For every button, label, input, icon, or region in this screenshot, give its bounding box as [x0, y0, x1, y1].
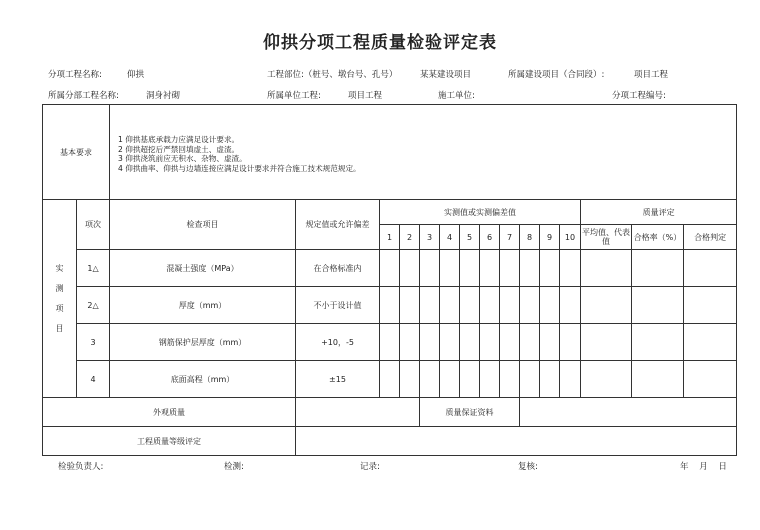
- inspection-side-label: [43, 200, 77, 398]
- col-quality-header: 质量评定: [581, 200, 737, 225]
- measure-col-header: 9: [540, 225, 560, 250]
- appearance-value[interactable]: [296, 398, 420, 427]
- construction-label: 施工单位:: [438, 91, 475, 101]
- measure-col-header: 3: [420, 225, 440, 250]
- recorder-label: 记录:: [360, 462, 380, 472]
- row-spec: +10，-5: [296, 324, 380, 361]
- col-judge-header: 合格判定: [684, 225, 737, 250]
- measure-col-header: 7: [500, 225, 520, 250]
- measure-col-header: 5: [460, 225, 480, 250]
- col-rate-header: 合格率（%）: [632, 225, 684, 250]
- date-label: 年 月 日: [680, 462, 727, 472]
- unit-value: 项目工程: [348, 91, 383, 101]
- location-label: 工程部位:（桩号、墩台号、孔号）: [267, 70, 398, 80]
- row-no: 2△: [77, 287, 110, 324]
- row-spec: 在合格标准内: [296, 250, 380, 287]
- row-no: 1△: [77, 250, 110, 287]
- measure-col-header: 6: [480, 225, 500, 250]
- appearance-label: 外观质量: [43, 398, 296, 427]
- inspector-label: 检验负责人:: [58, 462, 104, 472]
- contract-value: 项目工程: [634, 70, 669, 80]
- evaluation-table: [42, 104, 737, 456]
- requirement-item: 2 仰拱超挖后严禁回填虚土、虚渣。: [118, 144, 240, 154]
- row-spec: 不小于设计值: [296, 287, 380, 324]
- row-item: 混凝土强度（MPa）: [110, 250, 296, 287]
- measure-col-header: 4: [440, 225, 460, 250]
- measure-col-header: 1: [380, 225, 400, 250]
- code-label: 分项工程编号:: [612, 91, 666, 101]
- row-no: 3: [77, 324, 110, 361]
- unit-label: 所属单位工程:: [267, 91, 321, 101]
- basic-requirements-text: [110, 105, 737, 200]
- grade-value[interactable]: [296, 427, 737, 456]
- requirement-item: 3 仰拱浇筑前应无积水、杂物、虚渣。: [118, 154, 247, 164]
- row-item: 钢筋保护层厚度（mm）: [110, 324, 296, 361]
- side-char: 测: [55, 283, 64, 293]
- measure-col-header: 2: [400, 225, 420, 250]
- contract-label: 所属建设项目（合同段）:: [508, 70, 605, 80]
- division-value: 洞身衬砌: [146, 91, 181, 101]
- subproject-label: 分项工程名称:: [48, 70, 102, 80]
- side-char: 项: [55, 303, 64, 313]
- grade-label: 工程质量等级评定: [43, 427, 296, 456]
- measure-col-header: 10: [560, 225, 581, 250]
- reviewer-label: 复核:: [518, 462, 538, 472]
- measure-col-header: 8: [520, 225, 540, 250]
- requirement-item: 4 仰拱曲率、仰拱与边墙连接应满足设计要求并符合施工技术规范规定。: [118, 163, 361, 173]
- col-measured-header: 实测值或实测偏差值: [380, 200, 581, 225]
- location-value: 某某建设项目: [420, 70, 472, 80]
- row-item: 底面高程（mm）: [110, 361, 296, 398]
- col-avg-header: 平均值、代表值: [581, 225, 632, 250]
- quality-docs-value[interactable]: [520, 398, 737, 427]
- row-spec: ±15: [296, 361, 380, 398]
- row-no: 4: [77, 361, 110, 398]
- side-char: 目: [55, 323, 64, 333]
- quality-docs-label: 质量保证资料: [420, 398, 520, 427]
- basic-requirements-label: 基本要求: [43, 105, 110, 200]
- col-spec-header: 规定值或允许偏差: [296, 200, 380, 250]
- col-no-header: 项次: [77, 200, 110, 250]
- requirement-item: 1 仰拱基底承载力应满足设计要求。: [118, 135, 240, 144]
- subproject-value: 仰拱: [127, 70, 145, 80]
- side-char: 实: [55, 263, 64, 273]
- form-title: 仰拱分项工程质量检验评定表: [263, 33, 497, 53]
- row-item: 厚度（mm）: [110, 287, 296, 324]
- tester-label: 检测:: [224, 462, 244, 472]
- col-item-header: 检查项目: [110, 200, 296, 250]
- division-label: 所属分部工程名称:: [48, 91, 119, 101]
